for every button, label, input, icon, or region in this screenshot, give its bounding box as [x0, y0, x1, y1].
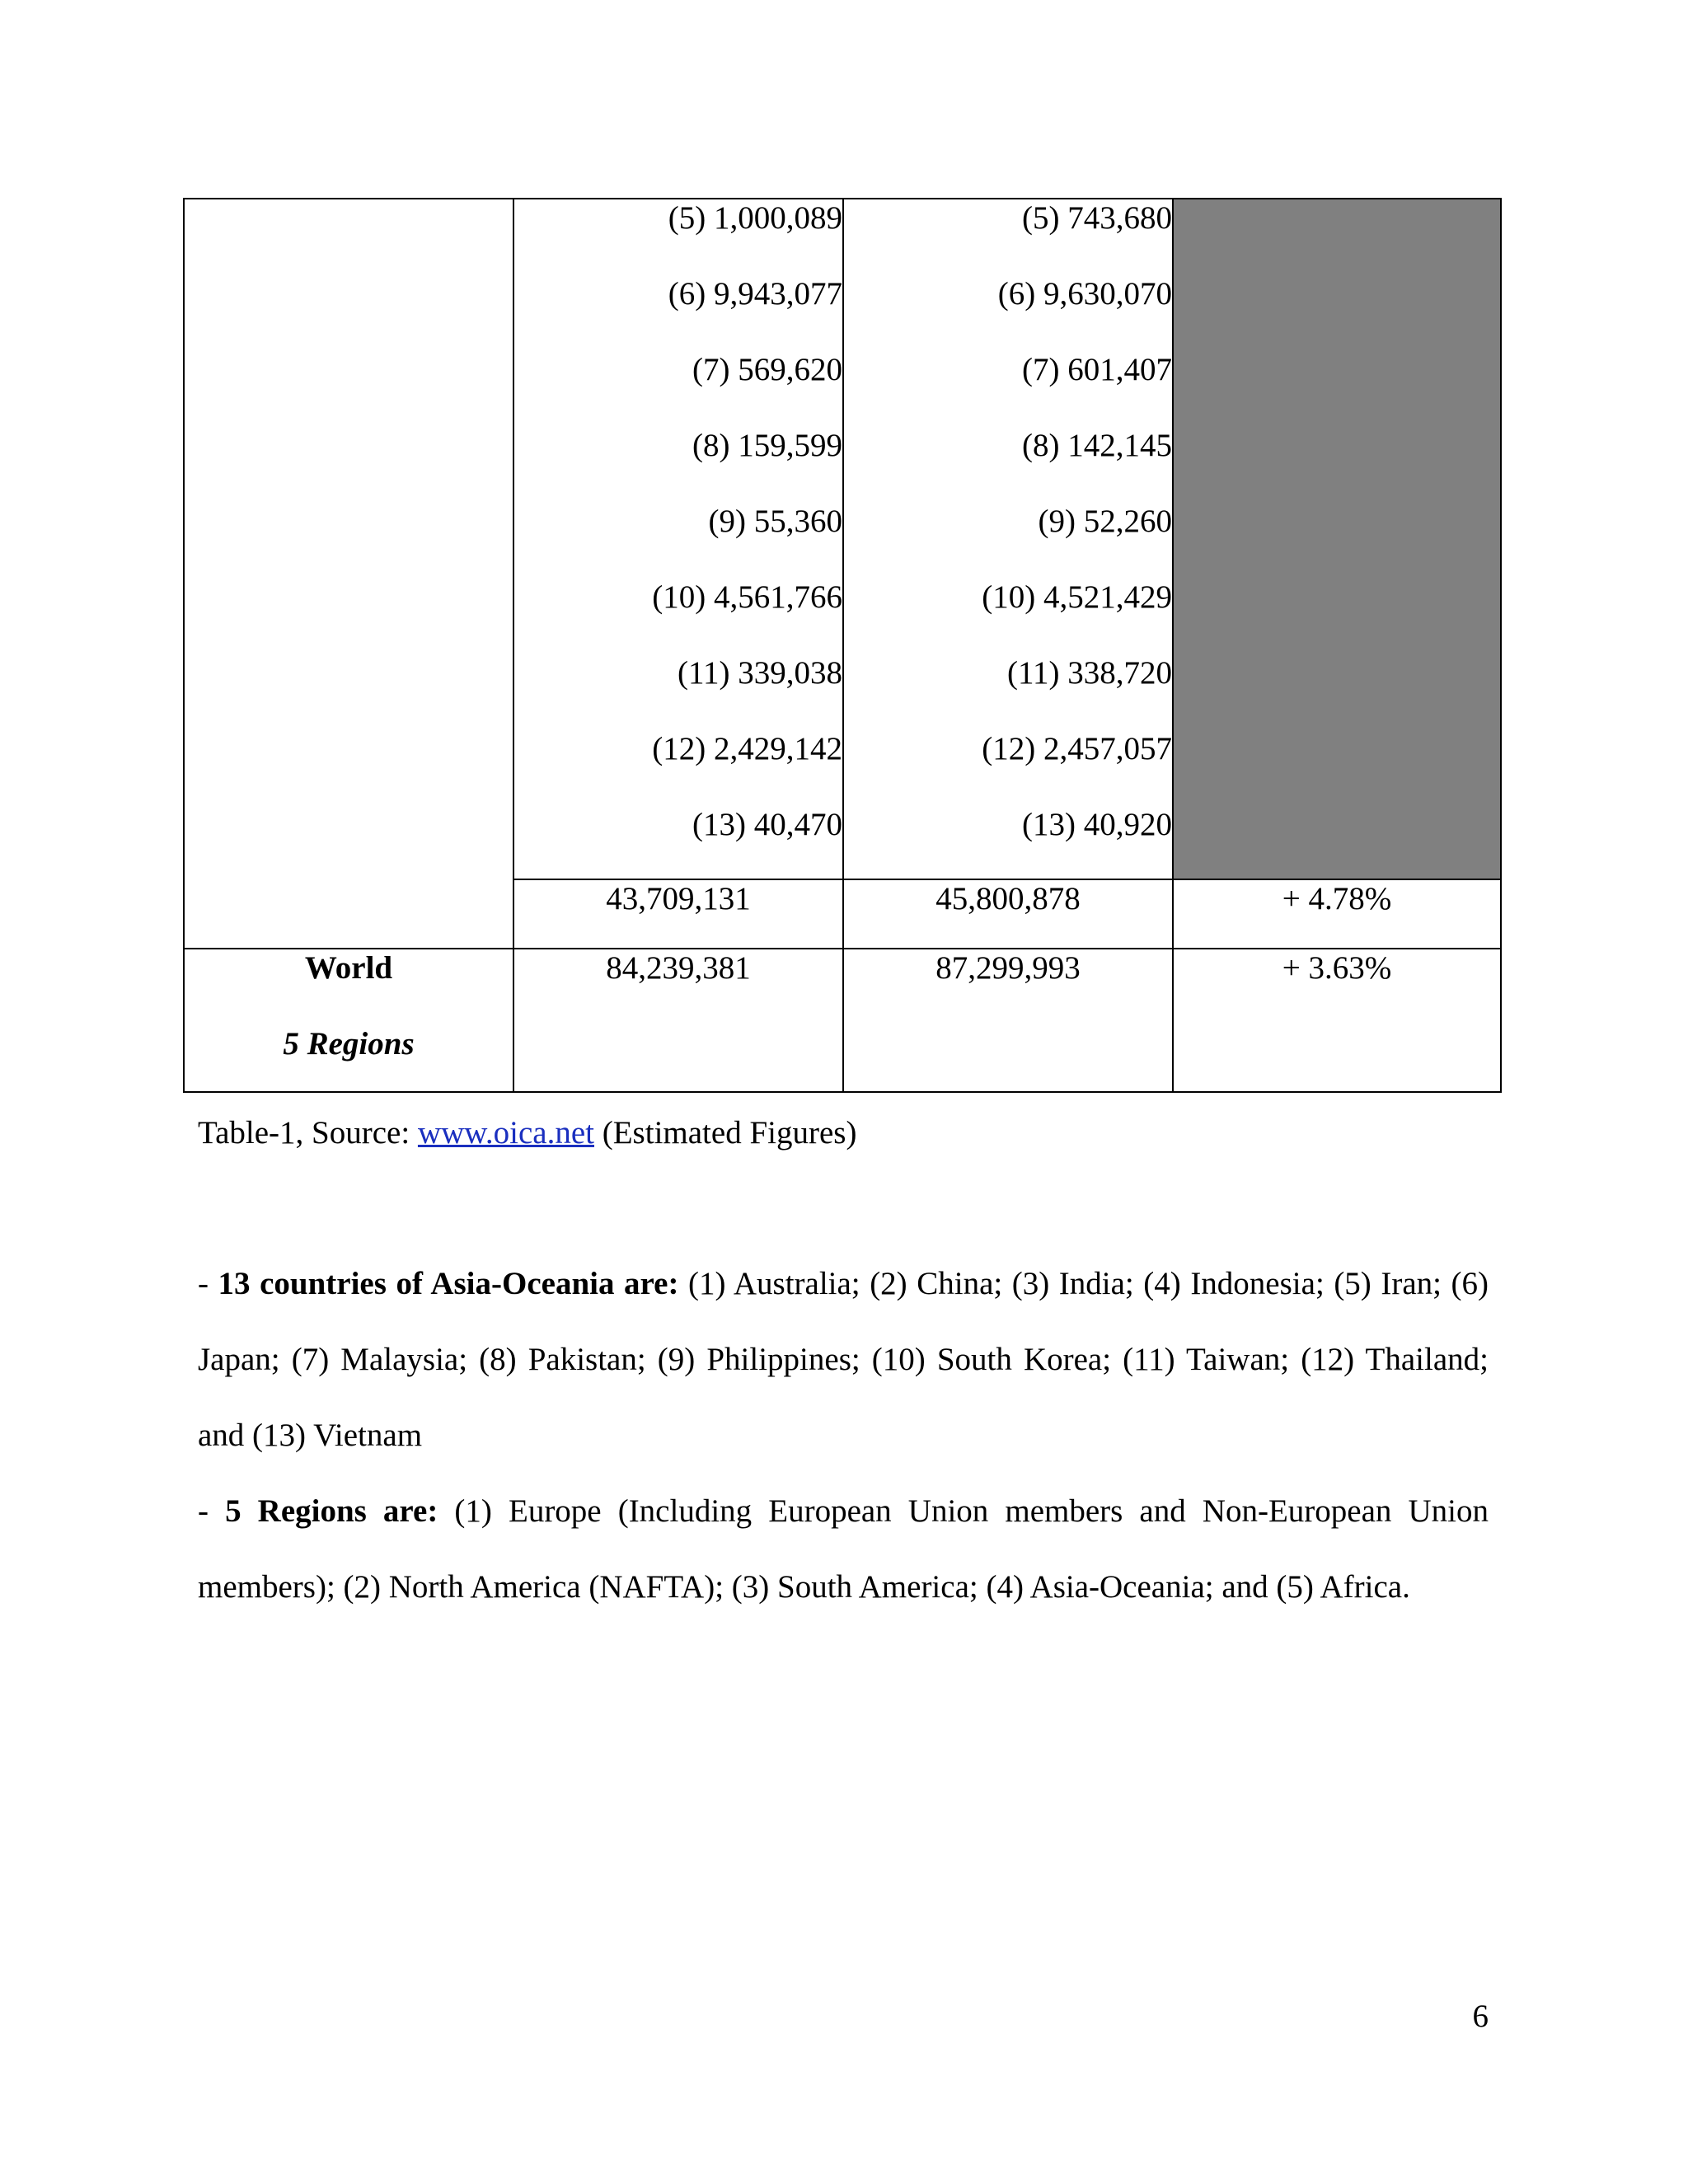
region-cell-empty: [184, 199, 513, 949]
world-total-2023: 84,239,381: [513, 949, 843, 1092]
table-value: (5) 743,680: [1022, 200, 1172, 236]
world-total-2024: 87,299,993: [843, 949, 1173, 1092]
table-value: (10) 4,561,766: [652, 579, 842, 615]
asia-countries-note: [198, 1246, 1489, 1474]
table-value: (7) 569,620: [692, 352, 842, 387]
caption-prefix: Table-1, Source:: [198, 1115, 418, 1151]
table-value: (13) 40,470: [692, 807, 842, 842]
note-text: (1) Europe (Including European Union members and Non-European Union members); (2) North America (NAFTA); (3) South America; (4) Asia-Oceania; and (5) Africa.: [198, 1493, 1489, 1605]
table-value: (10) 4,521,429: [982, 579, 1172, 615]
asia-countries-2023-cell: [513, 199, 843, 879]
asia-total-2023: 43,709,131: [513, 879, 843, 949]
note-dash: -: [198, 1266, 218, 1301]
table-row: [184, 199, 1501, 879]
table-value: (8) 142,145: [1022, 428, 1172, 463]
page-number: 6: [1472, 1999, 1489, 2034]
regions-label: 5 Regions: [283, 1026, 415, 1062]
table-value: (6) 9,943,077: [668, 276, 842, 312]
table-row: [184, 949, 1501, 1092]
shaded-cell: [1173, 199, 1501, 879]
asia-total-2024: 45,800,878: [843, 879, 1173, 949]
table-value: (6) 9,630,070: [997, 276, 1172, 312]
asia-total-change: + 4.78%: [1173, 879, 1501, 949]
world-label-cell: [184, 949, 513, 1092]
table-value: (7) 601,407: [1022, 352, 1172, 387]
table-value: (8) 159,599: [692, 428, 842, 463]
table-value: (11) 339,038: [677, 655, 842, 691]
table-caption: [198, 1114, 856, 1152]
table-value: (11) 338,720: [1006, 655, 1172, 691]
asia-countries-2024-cell: [843, 199, 1173, 879]
production-table: [183, 198, 1502, 1093]
note-heading: 5 Regions are:: [225, 1493, 438, 1529]
note-dash: -: [198, 1493, 226, 1529]
regions-note: [198, 1474, 1489, 1625]
world-total-change: + 3.63%: [1173, 949, 1501, 1092]
caption-suffix: (Estimated Figures): [594, 1115, 857, 1151]
table-value: (5) 1,000,089: [668, 200, 842, 236]
table-value: (12) 2,457,057: [982, 731, 1172, 766]
table-value: (12) 2,429,142: [652, 731, 842, 766]
table-value: (13) 40,920: [1022, 807, 1172, 842]
world-label: World: [304, 950, 393, 986]
note-text: (1) Australia; (2) China; (3) India; (4) Indonesia; (5) Iran; (6) Japan; (7) Malaysia; (8) Pakistan; (9) Philippines; (10) South Korea; (11) Taiwan; (12) Thailand; and (13) Vietnam: [198, 1266, 1489, 1453]
table-value: (9) 55,360: [708, 504, 842, 539]
table-value: (9) 52,260: [1038, 504, 1172, 539]
source-link[interactable]: www.oica.net: [417, 1115, 594, 1151]
note-heading: 13 countries of Asia-Oceania are:: [218, 1266, 679, 1301]
